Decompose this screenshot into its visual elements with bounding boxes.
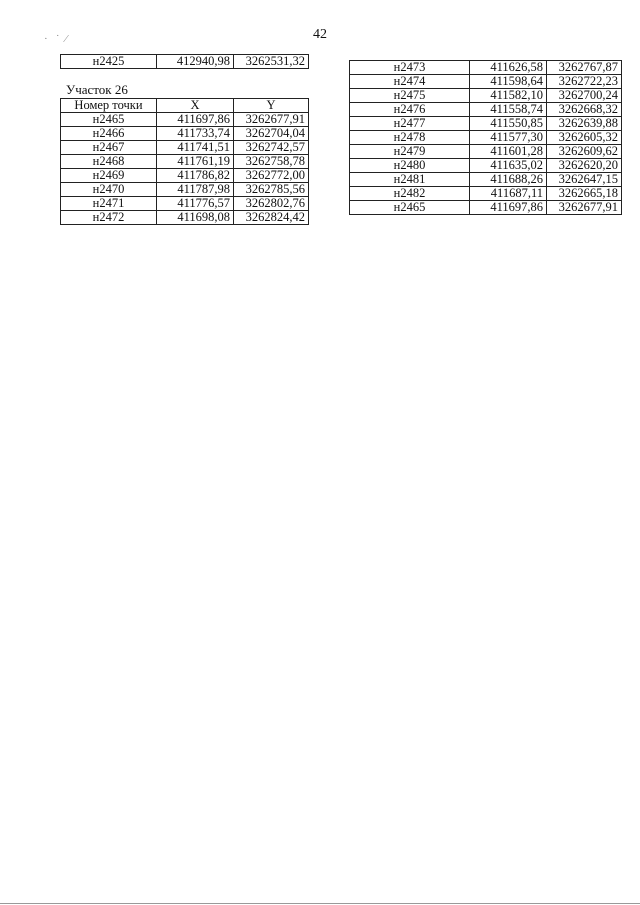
cell-y: 3262700,24 [547, 89, 622, 103]
page-bottom-edge [0, 903, 640, 904]
table-row [350, 117, 622, 131]
cell-point: н2481 [350, 173, 470, 187]
header-point: Номер точки [61, 99, 157, 113]
cell-y: 3262758,78 [234, 155, 309, 169]
cell-y: 3262704,04 [234, 127, 309, 141]
cell-point: н2467 [61, 141, 157, 155]
cell-y: 3262531,32 [234, 55, 309, 69]
cell-x: 411550,85 [470, 117, 547, 131]
cell-point: н2468 [61, 155, 157, 169]
top-coordinates-table [60, 54, 309, 69]
cell-x: 411761,19 [157, 155, 234, 169]
table-row [350, 145, 622, 159]
table-row [61, 127, 309, 141]
cell-point: н2473 [350, 61, 470, 75]
cell-x: 411786,82 [157, 169, 234, 183]
cell-point: н2465 [350, 201, 470, 215]
table-row [61, 113, 309, 127]
cell-x: 411687,11 [470, 187, 547, 201]
cell-y: 3262665,18 [547, 187, 622, 201]
header-x: X [157, 99, 234, 113]
table-row [350, 75, 622, 89]
table-row [61, 169, 309, 183]
cell-x: 412940,98 [157, 55, 234, 69]
cell-point: н2478 [350, 131, 470, 145]
cell-x: 411741,51 [157, 141, 234, 155]
cell-x: 411776,57 [157, 197, 234, 211]
cell-point: н2482 [350, 187, 470, 201]
section-coordinates-table [60, 98, 309, 225]
cell-y: 3262609,62 [547, 145, 622, 159]
table-row [61, 141, 309, 155]
right-coordinates-table [349, 60, 622, 215]
cell-y: 3262722,23 [547, 75, 622, 89]
cell-point: н2471 [61, 197, 157, 211]
cell-point: н2465 [61, 113, 157, 127]
table-row [350, 173, 622, 187]
cell-x: 411626,58 [470, 61, 547, 75]
table-row [350, 131, 622, 145]
cell-point: н2425 [61, 55, 157, 69]
scan-artifact: · ˙ ⁄ [44, 33, 67, 45]
table-row [61, 197, 309, 211]
cell-x: 411601,28 [470, 145, 547, 159]
table-row [61, 155, 309, 169]
cell-point: н2469 [61, 169, 157, 183]
cell-point: н2475 [350, 89, 470, 103]
cell-x: 411598,64 [470, 75, 547, 89]
cell-y: 3262620,20 [547, 159, 622, 173]
cell-x: 411733,74 [157, 127, 234, 141]
cell-point: н2472 [61, 211, 157, 225]
cell-x: 411582,10 [470, 89, 547, 103]
header-y: Y [234, 99, 309, 113]
cell-x: 411635,02 [470, 159, 547, 173]
table-row [61, 183, 309, 197]
cell-y: 3262767,87 [547, 61, 622, 75]
table-row [350, 61, 622, 75]
cell-y: 3262647,15 [547, 173, 622, 187]
table-row [350, 201, 622, 215]
cell-x: 411697,86 [470, 201, 547, 215]
table-header-row [61, 99, 309, 113]
table-row [350, 103, 622, 117]
table-row [350, 89, 622, 103]
cell-y: 3262785,56 [234, 183, 309, 197]
cell-x: 411558,74 [470, 103, 547, 117]
cell-y: 3262605,32 [547, 131, 622, 145]
cell-y: 3262668,32 [547, 103, 622, 117]
page-number: 42 [313, 27, 327, 42]
cell-point: н2476 [350, 103, 470, 117]
table-row [350, 187, 622, 201]
cell-x: 411697,86 [157, 113, 234, 127]
cell-y: 3262772,00 [234, 169, 309, 183]
table-row [61, 55, 309, 69]
cell-point: н2480 [350, 159, 470, 173]
cell-point: н2466 [61, 127, 157, 141]
cell-point: н2474 [350, 75, 470, 89]
cell-y: 3262742,57 [234, 141, 309, 155]
cell-point: н2470 [61, 183, 157, 197]
table-row [350, 159, 622, 173]
section-title: Участок 26 [66, 82, 128, 97]
cell-x: 411698,08 [157, 211, 234, 225]
cell-point: н2477 [350, 117, 470, 131]
cell-y: 3262802,76 [234, 197, 309, 211]
cell-x: 411787,98 [157, 183, 234, 197]
cell-y: 3262677,91 [547, 201, 622, 215]
cell-y: 3262639,88 [547, 117, 622, 131]
table-row [61, 211, 309, 225]
cell-y: 3262824,42 [234, 211, 309, 225]
cell-x: 411577,30 [470, 131, 547, 145]
cell-x: 411688,26 [470, 173, 547, 187]
cell-y: 3262677,91 [234, 113, 309, 127]
cell-point: н2479 [350, 145, 470, 159]
